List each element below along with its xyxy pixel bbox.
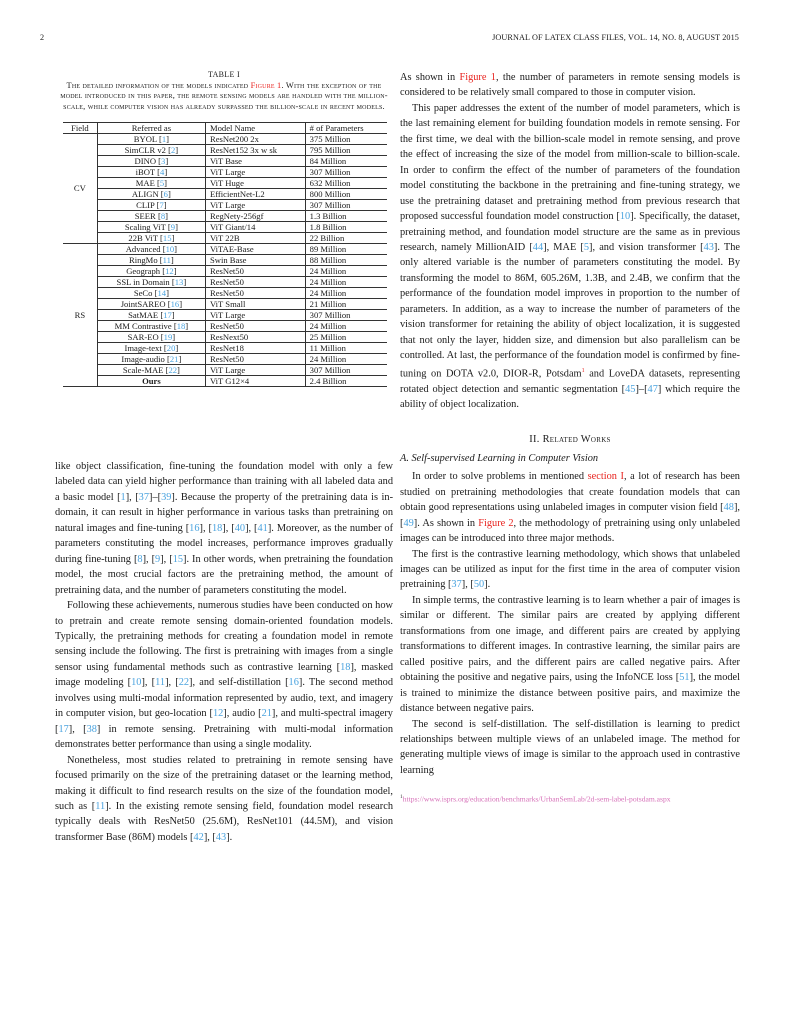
citation-link[interactable]: 14 [157,287,167,298]
model-name-cell: ViT Small [205,298,305,309]
model-name-cell: EfficientNet-L2 [205,188,305,199]
referred-as-cell: Geograph [12] [97,265,205,276]
model-name-cell: ViT Base [205,155,305,166]
referred-as-cell: SSL in Domain [13] [97,276,205,287]
citation-link[interactable]: 10 [165,243,175,254]
param-count-cell: 307 Million [305,166,387,177]
citation-link[interactable]: 16 [170,298,180,309]
citation-link[interactable]: 11 [155,677,166,689]
table-caption [55,70,393,113]
citation-link[interactable]: 48 [723,502,734,514]
right-column [400,70,740,805]
param-count-cell: 795 Million [305,144,387,155]
citation-link[interactable]: 11 [95,800,106,812]
model-name-cell: ResNet50 [205,320,305,331]
model-name-cell: ResNet200 2x [205,133,305,144]
paragraph: The first is the contrastive learning methodology, which shows that unlabeled images can be utilized as input for the first time in the area of computer vision pretraining [37], [50]. [400,548,740,591]
paragraph: In order to solve problems in mentioned section I, a lot of research has been studied on pretraining methodologies that create foundation models that can obtain good representations using unlabeled images in computer vision field [48], [49]. As shown in Figure 2, the methodology of pretraining using only unlabeled images can be introduced into three major methods. [400,471,741,545]
citation-link[interactable]: 17 [163,309,172,320]
citation-link[interactable]: 12 [212,708,224,720]
citation-link[interactable]: 16 [189,522,200,534]
citation-link[interactable]: 1 [120,491,126,503]
table-row [63,254,387,265]
param-count-cell: 89 Million [305,243,387,254]
table-row [63,188,387,199]
citation-link[interactable]: 45 [625,383,636,395]
field-cell: RS [63,243,97,386]
param-count-cell: 307 Million [305,199,387,210]
citation-link[interactable]: 4 [160,166,165,177]
page-number: 2 [40,33,45,42]
referred-as-cell: SatMAE [17] [97,309,205,320]
referred-as-cell: CLIP [7] [97,199,205,210]
citation-link[interactable]: 44 [532,241,544,253]
journal-title: JOURNAL OF LATEX CLASS FILES, VOL. 14, NO. 8, AUGUST 2015 [492,33,739,42]
referred-as-cell: 22B ViT [15] [97,232,205,243]
citation-link[interactable]: 42 [193,831,204,843]
model-name-cell: ResNet152 3x w sk [205,144,305,155]
referred-as-cell: MAE [5] [97,177,205,188]
table-row [63,287,387,298]
model-name-cell: ViT Huge [205,177,305,188]
citation-link[interactable]: 2 [170,144,176,155]
column-header: Referred as [97,122,205,133]
referred-as-cell: Image-text [20] [97,342,205,353]
paragraph: Following these achievements, numerous studies have been conducted on how to pretrain and create remote sensing domain-oriented foundation models. Typically, the pretraining methods for creating a foundation model in remote sensing include the following. The first is pretraining with images from a single sensor using fundamental methods such as contrastive learning [18], masked image modeling [10], [11], [22], and self-distillation [16]. The second method involves using multi-modal information represented by audio, text, and imagery in computer vision, but geo-location [12], audio [21], and multi-spectral imagery [17], [38] in remote sensing. Pretraining with multi-modal information demonstrates better performance than using a single modality. [55,600,394,751]
model-name-cell: ResNet18 [205,342,305,353]
citation-link[interactable]: 37 [451,579,462,591]
citation-link[interactable]: 49 [403,517,414,529]
model-name-cell: ResNet50 [205,276,305,287]
citation-link[interactable]: 50 [473,579,485,591]
param-count-cell: 25 Million [305,331,387,342]
citation-link[interactable]: 11 [162,254,171,265]
citation-link[interactable]: 15 [172,553,184,565]
paragraph: As shown in Figure 1, the number of parameters in remote sensing models is considered to be relatively small compared to those in computer vision. [400,72,741,99]
table-row [63,375,387,386]
referred-as-cell: MM Contrastive [18] [97,320,205,331]
citation-link[interactable]: 15 [162,232,172,243]
param-count-cell: 2.4 Billion [305,375,387,386]
citation-link[interactable]: 39 [161,491,172,503]
table-row [63,210,387,221]
param-count-cell: 84 Million [305,155,387,166]
paragraph: This paper addresses the extent of the number of model parameters, which is the last remaining element for building foundation models in remote sensing. For the first time, we deal with the billion-scale model in remote sensing, and prove the effect of increasing the size of the model from million-scale to billion-scale. In order to confirm the effect of the number of parameters of the foundation model constituting the backbone in the pretraining and fine-tuning strategy, we use the pretraining dataset and pretraining method from previous research that proposed successful foundation model construction [10]. Specifically, the dataset, pretraining method, and foundation model structure are the same as in previous research, namely MillionAID [44], MAE [5], and vision transformer [43]. The only altered variable is the number of parameters constituting the model. By transforming the model to 86M, 605.26M, 1.3B, and 2.4B, we confirm that the performance of the foundation model improves in proportion to the number of parameters. In addition, as a way to increase the number of parameters of the vision transformer for retaining the ability of object localization, it is suggested that not only the layer, hidden size, and dimension but also parallelism can be controlled. At last, the performance of the foundation model is confirmed by fine-tuning on DOTA v2.0, DIOR-R, Potsdam$^1$ and LoveDA datasets, representing rotated object detection and semantic segmentation [45]–[47] which require the ability of object localization. [400,102,740,410]
model-name-cell: ViT Large [205,166,305,177]
cross-reference-link[interactable]: Figure 2 [478,517,514,529]
referred-as-cell: RingMo [11] [97,254,205,265]
model-name-cell: ViT Large [205,309,305,320]
paragraph: The second is self-distillation. The self-distillation is learning to predict relationships between multiple views of an unlabeled image. The method for generating multiple views of image is similar to the approach used in contrastive learning [400,718,740,776]
param-count-cell: 800 Million [305,188,387,199]
table-row [63,221,387,232]
referred-as-cell: Ours [97,375,205,386]
footnote-ref-link[interactable]: 1 [581,367,585,374]
table-row [63,133,387,144]
citation-link[interactable]: 40 [234,522,246,534]
table-row [63,309,387,320]
citation-link[interactable]: 5 [583,241,590,253]
footnote [400,792,740,805]
section-heading: II. Related Works [529,434,611,446]
citation-link[interactable]: 51 [679,672,690,684]
referred-as-cell: DINO [3] [97,155,205,166]
citation-link[interactable]: 38 [86,723,97,735]
table-row [63,199,387,210]
param-count-cell: 375 Million [305,133,387,144]
citation-link[interactable]: 47 [647,383,658,395]
table-row [63,342,387,353]
citation-link[interactable]: 10 [619,211,631,223]
referred-as-cell: Advanced [10] [97,243,205,254]
param-count-cell: 21 Million [305,298,387,309]
table-row [63,232,387,243]
column-header: Model Name [205,122,305,133]
citation-link[interactable]: 19 [163,331,173,342]
paragraph: In simple terms, the contrastive learning is to learn whether a pair of images is similar or different. The similar pairs are created by applying different transformations from one image, and different pairs are created by applying transformations to different images. In contrastive learning, the similar pairs are called positive pairs, and the different pairs are called negative pairs. After obtaining the positive and negative pairs, using the InfoNCE loss [51], the model is trained to minimize the distance between positive pairs, and maximize the distance between negative pairs. [400,594,740,715]
citation-link[interactable]: 43 [215,831,227,843]
table-row [63,298,387,309]
referred-as-cell: SEER [8] [97,210,205,221]
model-name-cell: ViT Large [205,199,305,210]
referred-as-cell: Scaling ViT [9] [97,221,205,232]
table-label: TABLE I [208,70,240,79]
referred-as-cell: BYOL [1] [97,133,205,144]
citation-link[interactable]: 9 [170,221,176,232]
table-row [63,155,387,166]
referred-as-cell: SeCo [14] [97,287,205,298]
model-name-cell: ViT 22B [205,232,305,243]
param-count-cell: 24 Million [305,287,387,298]
table-block [55,70,393,387]
param-count-cell: 307 Million [305,364,387,375]
citation-link[interactable]: 3 [161,155,166,166]
referred-as-cell: ALIGN [6] [97,188,205,199]
subsection-heading: A. Self-supervised Learning in Computer Vision [400,452,599,464]
param-count-cell: 24 Million [305,276,387,287]
citation-link[interactable]: 17 [58,723,69,735]
model-name-cell: ResNet50 [205,353,305,364]
cross-reference-link[interactable]: Figure 1 [459,72,496,83]
param-count-cell: 632 Million [305,177,387,188]
model-name-cell: ViT Giant/14 [205,221,305,232]
referred-as-cell: SAR-EO [19] [97,331,205,342]
citation-link[interactable]: 5 [159,177,165,188]
left-column-body [55,459,393,845]
table-row [63,320,387,331]
citation-link[interactable]: 13 [174,276,184,287]
table-body [63,133,387,386]
referred-as-cell: Scale-MAE [22] [97,364,205,375]
citation-link[interactable]: 8 [160,210,166,221]
citation-link[interactable]: 18 [176,320,186,331]
citation-link[interactable]: 22 [168,364,178,375]
citation-link[interactable]: 22 [178,677,190,689]
citation-link[interactable]: 16 [288,677,299,689]
param-count-cell: 24 Million [305,265,387,276]
table-row [63,144,387,155]
citation-link[interactable]: 7 [159,199,164,210]
citation-link[interactable]: 6 [163,188,168,199]
table-row [63,276,387,287]
model-name-cell: ViTAE-Base [205,243,305,254]
footnote-mark: 1 [400,794,403,801]
model-name-cell: RegNety-256gf [205,210,305,221]
table-row [63,265,387,276]
citation-link[interactable]: 20 [166,342,176,353]
citation-link[interactable]: 10 [131,677,142,689]
model-name-cell: ResNet50 [205,287,305,298]
citation-link[interactable]: 37 [138,491,150,503]
citation-link[interactable]: 1 [161,133,167,144]
citation-link[interactable]: 12 [165,265,174,276]
models-table [63,122,387,387]
param-count-cell: 1.8 Billion [305,221,387,232]
paragraph: like object classification, fine-tuning the foundation model with only a few labeled data can yield higher performance than training with all labeled data and a basic model [1], [37]–[39]. Because the property of the pretraining data is in-domain, it can result in higher performance in various tasks than pretraining on natural images and fine-tuning [16], [18], [40], [41]. Moreover, as the number of parameters constituting the model increases, performance improves gradually during fine-tuning [8], [9], [15]. In other words, when pretraining the foundation model, the most crucial factors are the pretraining method, the amount of pretraining data, and the number of parameters constituting the model. [55,461,394,596]
table-row [63,166,387,177]
model-name-cell: ViT G12×4 [205,375,305,386]
param-count-cell: 24 Million [305,353,387,364]
referred-as-cell: SimCLR v2 [2] [97,144,205,155]
field-cell: CV [63,133,97,243]
param-count-cell: 88 Million [305,254,387,265]
param-count-cell: 24 Million [305,320,387,331]
model-name-cell: Swin Base [205,254,305,265]
citation-link[interactable]: 18 [211,522,223,534]
referred-as-cell: iBOT [4] [97,166,205,177]
column-header: Field [63,122,97,133]
table-row [63,177,387,188]
model-name-cell: ViT Large [205,364,305,375]
referred-as-cell: Image-audio [21] [97,353,205,364]
param-count-cell: 1.3 Billion [305,210,387,221]
citation-link[interactable]: 41 [257,522,268,534]
table-row [63,364,387,375]
figure-1-link[interactable]: Figure 1 [250,80,282,90]
referred-as-cell: JointSAREO [16] [97,298,205,309]
table-header-row [63,122,387,133]
table-row [63,331,387,342]
citation-link[interactable]: 21 [261,708,272,720]
param-count-cell: 22 Billion [305,232,387,243]
citation-link[interactable]: 18 [340,661,351,673]
citation-link[interactable]: 8 [137,553,143,565]
citation-link[interactable]: 21 [169,353,179,364]
citation-link[interactable]: 9 [155,553,161,565]
paragraph: Nonetheless, most studies related to pretraining in remote sensing have focused primarily on the size of the pretraining dataset or the learning method, making it difficult to find research results on the size of the foundation model, such as [11]. In the existing remote sensing field, foundation model research typically deals with ResNet50 (25.6M), ResNet101 (44.5M), and vision transformer Base (86M) models [42], [43]. [55,754,393,843]
page-header [40,33,739,47]
param-count-cell: 11 Million [305,342,387,353]
table-caption-text: The detailed information of the models indicated Figure 1. With the exception of the model introduced in this paper, the remote sensing models are handled with the million-scale, while computer vision has already surpassed the billion-scale in recent models. [60,80,388,112]
cross-reference-link[interactable]: section I [587,471,624,483]
citation-link[interactable]: 43 [703,241,714,253]
column-header: # of Parameters [305,122,387,133]
param-count-cell: 307 Million [305,309,387,320]
table-row [63,243,387,254]
footnote-url-link[interactable]: https://www.isprs.org/education/benchmarks/UrbanSemLab/2d-sem-label-potsdam.aspx [402,794,671,804]
table-row [63,353,387,364]
model-name-cell: ResNext50 [205,331,305,342]
model-name-cell: ResNet50 [205,265,305,276]
